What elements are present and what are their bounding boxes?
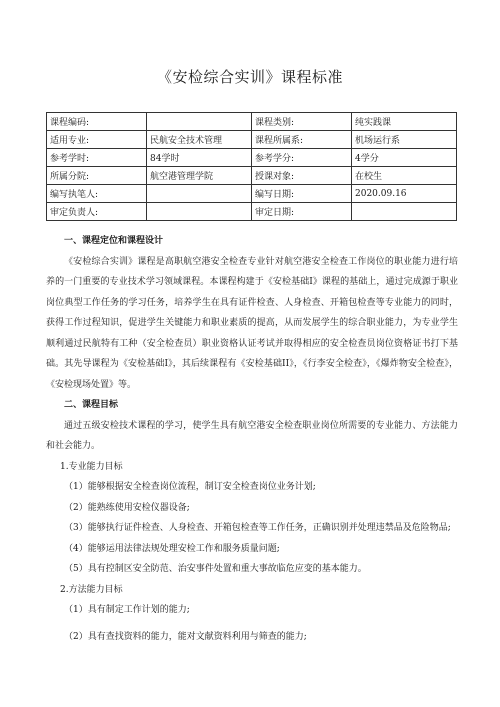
field-label: 参考学分:	[252, 149, 352, 167]
field-value: 84学时	[147, 149, 252, 167]
list-item: （1）能够根据安全检查岗位流程，制订安全检查岗位业务计划;	[64, 482, 316, 492]
field-value	[147, 203, 252, 221]
field-value: 机场运行系	[352, 131, 457, 149]
field-label: 审定日期:	[252, 203, 352, 221]
table-row	[47, 185, 457, 203]
field-value	[147, 185, 252, 203]
table-row	[47, 167, 457, 185]
field-value: 4学分	[352, 149, 457, 167]
list-item: （2）具有查找资料的能力，能对文献资料利用与筛查的能力;	[64, 631, 307, 642]
field-label: 授课对象:	[252, 167, 352, 185]
field-label: 编写执笔人:	[47, 185, 147, 203]
field-value	[147, 113, 252, 131]
table-row	[47, 203, 457, 221]
field-label: 审定负责人:	[47, 203, 147, 221]
subsection-heading: 2.方法能力目标	[60, 584, 123, 595]
list-item: （2）能熟练使用安检仪器设备;	[64, 502, 190, 513]
section-heading: 二、课程目标	[64, 400, 119, 410]
section-paragraph: 通过五级安检技术课程的学习，使学生具有航空港安全检查职业岗位所需要的专业能力、方法能力和社会能力。	[46, 420, 458, 451]
field-label: 适用专业:	[47, 131, 147, 149]
field-value	[352, 203, 457, 221]
field-label: 编写日期:	[252, 185, 352, 203]
document-title: 《安检综合实训》课程标准	[156, 68, 343, 86]
field-label: 课程所属系:	[252, 131, 352, 149]
document-body	[46, 231, 458, 647]
course-info-table	[46, 112, 457, 221]
section-heading: 一、课程定位和课程设计	[64, 236, 164, 246]
field-label: 参考学时:	[47, 149, 147, 167]
list-item: （5）具有控制区安全防范、治安事件处置和重大事故临危应变的基本能力。	[64, 564, 367, 574]
field-value: 航空港管理学院	[147, 167, 252, 185]
field-label: 所属分院:	[47, 167, 147, 185]
field-value: 纯实践课	[352, 113, 457, 131]
table-row	[47, 149, 457, 167]
field-value: 民航安全技术管理	[147, 131, 252, 149]
field-value: 2020.09.16	[352, 185, 457, 203]
list-item: （4）能够运用法律法规处理安检工作和服务质量问题;	[64, 543, 280, 554]
field-value: 在校生	[352, 167, 457, 185]
table-row	[47, 113, 457, 131]
field-label: 课程类别:	[252, 113, 352, 131]
field-label: 课程编码:	[47, 113, 147, 131]
list-item: （3）能够执行证件检查、人身检查、开箱包检查等工作任务，正确识别并处理违禁品及危险物品;	[64, 523, 451, 533]
table-row	[47, 131, 457, 149]
subsection-heading: 1.专业能力目标	[60, 461, 123, 472]
section-paragraph: 《安检综合实训》课程是高职航空港安全检查专业针对航空港安全检查工作岗位的职业能力进行培养的一门重要的专业技术学习领域课程。本课程构建于《安检基础I》课程的基础上，通过完成源于职业岗位典型工作任务的学习任务，培养学生在具有证件检查、人身检查、开箱包检查等专业能力的同时，获得工作过程知识，促进学生关键能力和职业素质的提高，从而发展学生的综合职业能力，为专业学生顺利通过民航特有工种（安全检查员）职业资格认证考试并取得相应的安全检查员岗位资格证书打下基础。其先导课程为《安检基础I》，其后续课程有《安检基础II》，《行李安全检查》，《爆炸物安全检查》，《安检现场处置》等。	[46, 256, 458, 390]
list-item: （1）具有制定工作计划的能力;	[64, 605, 190, 615]
